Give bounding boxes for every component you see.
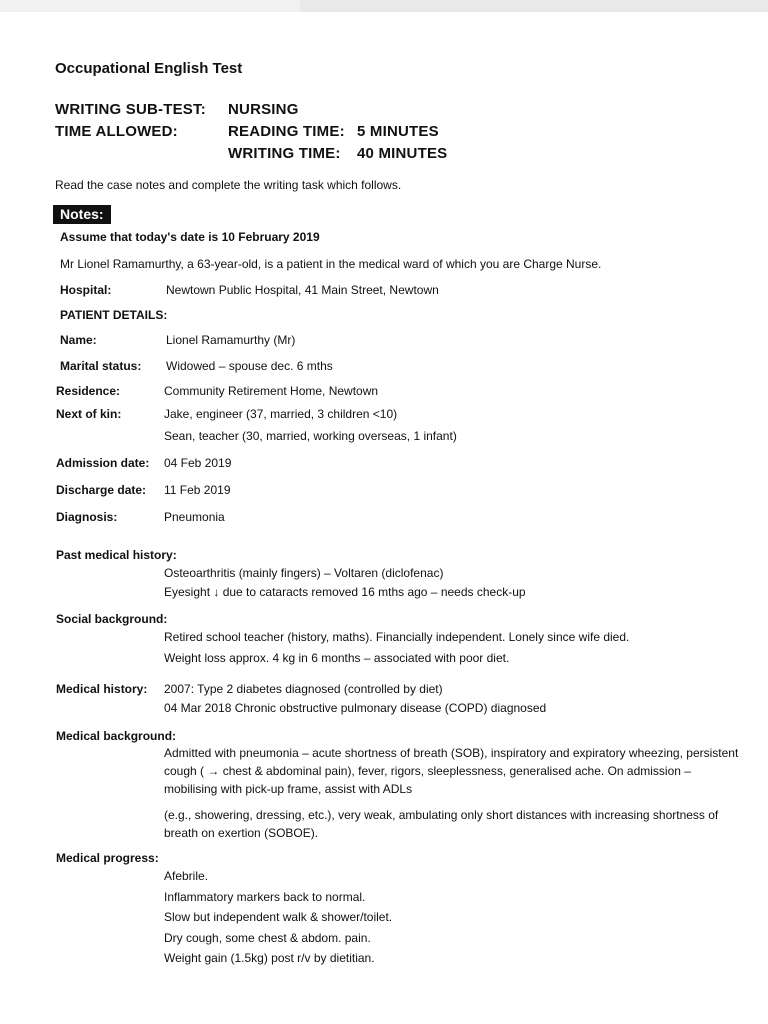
medical-history-line1: 2007: Type 2 diabetes diagnosed (controlled by diet) bbox=[164, 682, 443, 696]
patient-details-heading: PATIENT DETAILS: bbox=[60, 308, 168, 322]
document-title: Occupational English Test bbox=[55, 60, 243, 77]
medical-progress-label: Medical progress: bbox=[56, 851, 159, 865]
hospital-label: Hospital: bbox=[60, 283, 112, 297]
intro-text: Read the case notes and complete the writing task which follows. bbox=[55, 178, 402, 192]
writing-time-value: 40 MINUTES bbox=[357, 145, 448, 162]
patient-intro: Mr Lionel Ramamurthy, a 63-year-old, is a patient in the medical ward of which you are Charge Nurse. bbox=[60, 257, 602, 271]
medical-background-label: Medical background: bbox=[56, 729, 177, 743]
next-of-kin-label: Next of kin: bbox=[56, 407, 122, 421]
marital-label: Marital status: bbox=[60, 359, 142, 373]
past-medical-line1: Osteoarthritis (mainly fingers) – Voltaren (diclofenac) bbox=[164, 566, 444, 580]
discharge-value: 11 Feb 2019 bbox=[164, 483, 231, 497]
medical-history-line2: 04 Mar 2018 Chronic obstructive pulmonary disease (COPD) diagnosed bbox=[164, 701, 547, 715]
medical-progress-item: Weight gain (1.5kg) post r/v by dietitian. bbox=[164, 951, 375, 965]
admission-label: Admission date: bbox=[56, 456, 150, 470]
name-label: Name: bbox=[60, 333, 97, 347]
name-value: Lionel Ramamurthy (Mr) bbox=[166, 333, 296, 347]
writing-time-label: WRITING TIME: bbox=[228, 145, 341, 162]
subtest-label: WRITING SUB-TEST: bbox=[55, 101, 206, 118]
next-of-kin-line2: Sean, teacher (30, married, working overseas, 1 infant) bbox=[164, 429, 457, 443]
social-label: Social background: bbox=[56, 612, 168, 626]
medical-progress-item: Afebrile. bbox=[164, 869, 209, 883]
reading-time-label: READING TIME: bbox=[228, 123, 345, 140]
diagnosis-label: Diagnosis: bbox=[56, 510, 118, 524]
discharge-label: Discharge date: bbox=[56, 483, 147, 497]
marital-value: Widowed – spouse dec. 6 mths bbox=[166, 359, 333, 373]
medical-history-label: Medical history: bbox=[56, 682, 148, 696]
time-allowed-label: TIME ALLOWED: bbox=[55, 123, 178, 140]
residence-value: Community Retirement Home, Newtown bbox=[164, 384, 379, 398]
social-line1: Retired school teacher (history, maths). Financially independent. Lonely since wife died. bbox=[164, 630, 630, 644]
past-medical-label: Past medical history: bbox=[56, 548, 177, 562]
residence-label: Residence: bbox=[56, 384, 121, 398]
assume-date: Assume that today's date is 10 February 2019 bbox=[60, 230, 320, 244]
medical-progress-item: Inflammatory markers back to normal. bbox=[164, 890, 366, 904]
medical-background-para2: (e.g., showering, dressing, etc.), very weak, ambulating only short distances with increasing shortness of breath on exertion (SOBOE). bbox=[164, 808, 719, 840]
notes-badge: Notes: bbox=[53, 205, 111, 224]
diagnosis-value: Pneumonia bbox=[164, 510, 225, 524]
admission-value: 04 Feb 2019 bbox=[164, 456, 232, 470]
medical-background-para1: Admitted with pneumonia – acute shortness of breath (SOB), inspiratory and expiratory wheezing, persistent cough ( → chest & abdominal pain), fever, rigors, sleeplessness, generalised ache. On admission – mobilising with pick-up frame, assist with ADLs bbox=[164, 746, 739, 796]
social-line2: Weight loss approx. 4 kg in 6 months – associated with poor diet. bbox=[164, 651, 510, 665]
medical-progress-item: Dry cough, some chest & abdom. pain. bbox=[164, 931, 371, 945]
next-of-kin-line1: Jake, engineer (37, married, 3 children <10) bbox=[164, 407, 398, 421]
past-medical-line2: Eyesight ↓ due to cataracts removed 16 mths ago – needs check-up bbox=[164, 585, 526, 599]
hospital-value: Newtown Public Hospital, 41 Main Street, Newtown bbox=[166, 283, 439, 297]
medical-progress-item: Slow but independent walk & shower/toilet. bbox=[164, 910, 393, 924]
reading-time-value: 5 MINUTES bbox=[357, 123, 439, 140]
subtest-value: NURSING bbox=[228, 101, 299, 118]
